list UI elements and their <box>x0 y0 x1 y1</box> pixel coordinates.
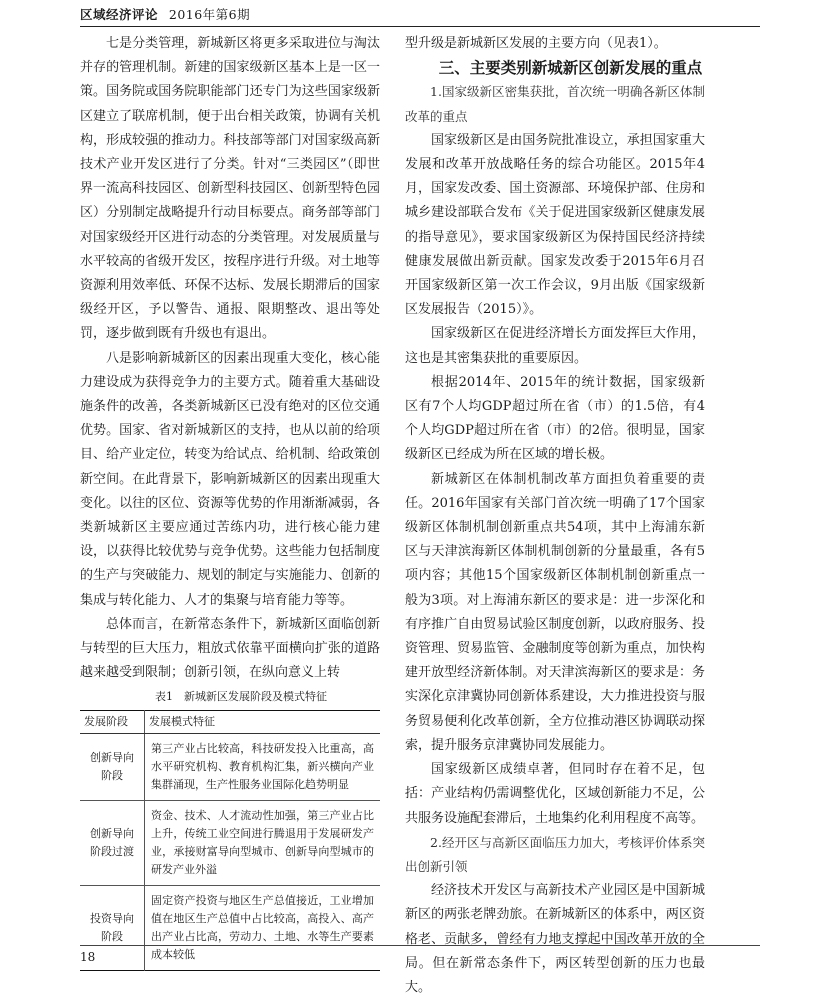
stage-cell: 投资导向阶段 <box>80 885 145 970</box>
header-rule <box>80 26 760 27</box>
left-column <box>80 32 380 971</box>
table-header-stage: 发展阶段 <box>80 710 145 733</box>
paragraph: 总体而言，在新常态条件下，新城新区面临创新与转型的巨大压力，粗放式依靠平面横向扩张的道路越来越受到限制；创新引领，在纵向意义上转 <box>80 616 380 681</box>
paragraph: 国家级新区在促进经济增长方面发挥巨大作用，这也是其密集获批的重要原因。 <box>405 326 705 366</box>
stage-cell: 创新导向阶段过渡 <box>80 800 145 885</box>
paragraph: 根据2014年、2015年的统计数据，国家级新区有7个人均GDP超过所在省（市）的1.5倍，有4个人均GDP超过所在省（市）的2倍。很明显，国家级新区已经成为所在区域的增长极。 <box>405 374 705 463</box>
subsection-heading: 1.国家级新区密集获批，首次统一明确各新区体制改革的重点 <box>405 84 705 124</box>
paragraph: 国家级新区成绩卓著，但同时存在着不足，包括：产业结构仍需调整优化，区域创新能力不足，公共服务设施配套滞后，土地集约化利用程度不高等。 <box>405 762 705 826</box>
running-header <box>80 5 250 23</box>
feature-cell: 第三产业占比较高，科技研发投入比重高，高水平研究机构、教育机构汇集，新兴横向产业集群涌现，生产性服务业国际化趋势明显 <box>145 733 381 800</box>
paragraph: 型升级是新城新区发展的主要方向（见表1）。 <box>405 36 667 51</box>
stage-cell: 创新导向阶段 <box>80 733 145 800</box>
section-title: 三、主要类别新城新区创新发展的重点 <box>438 58 703 78</box>
footer-rule <box>80 945 760 946</box>
feature-cell: 固定资产投资与地区生产总值接近，工业增加值在地区生产总值中占比较高，高投入、高产出产业占比高，劳动力、土地、水等生产要素成本较低 <box>145 885 381 970</box>
paragraph: 八是影响新城新区的因素出现重大变化，核心能力建设成为获得竞争力的主要方式。随着重大基础设施条件的改善，各类新城新区已没有绝对的区位交通优势。国家、省对新城新区的支持，也从以前的给项目、给产业定位，转变为给试点、给机制、给政策创新空间。在此背景下，影响新城新区的因素出现重大变化。以往的区位、资源等优势的作用渐渐减弱，各类新城新区主要应通过苦练内功，进行核心能力建设，以获得比较优势与竞争优势。这些能力包括制度的生产与突破能力、规划的制定与实施能力、创新的集成与转化能力、人才的集聚与培育能力等等。 <box>80 350 380 608</box>
table-header-feature: 发展模式特征 <box>145 710 381 733</box>
paragraph: 新城新区在体制机制改革方面担负着重要的责任。2016年国家有关部门首次统一明确了17个国家级新区体制机制创新重点共54项，其中上海浦东新区与天津滨海新区体制机制创新的分量最重，各有5项内容；其他15个国家级新区体制机制创新重点一般为3项。对上海浦东新区的要求是：进一步深化和有序推广自由贸易试验区制度创新，以政府服务、投资管理、贸易监管、金融制度等创新为重点，加快构建开放型经济新体制。对天津滨海新区的要求是：务实深化京津冀协同创新体系建设，大力推进投资与服务贸易便利化改革创新，全方位推动港区协调联动探索，提升服务京津冀协同发展能力。 <box>405 471 705 753</box>
paragraph: 经济技术开发区与高新技术产业园区是中国新城新区的两张老牌劲旅。在新城新区的体系中，两区资格老、贡献多，曾经有力地支撑起中国改革开放的全局。但在新常态条件下，两区转型创新的压力也最大。 <box>405 883 705 995</box>
feature-cell: 资金、技术、人才流动性加强，第三产业占比上升，传统工业空间进行腾退用于发展研发产业，承接财富导向型城市、创新导向型城市的研发产业外溢 <box>145 800 381 885</box>
paragraph: 七是分类管理，新城新区将更多采取进位与淘汰并存的管理机制。新建的国家级新区基本上是一区一策。国务院或国务院职能部门还专门为这些国家级新区建立了联席机制，便于出台相关政策，协调有关机构，形成较强的推动力。科技部等部门对国家级高新技术产业开发区进行了分类。针对“三类园区”（即世界一流高科技园区、创新型科技园区、创新型特色园区）分别制定战略提升行动目标要点。商务部等部门对国家级经开区进行动态的分类管理。对发展质量与水平较高的省级开发区，按程序进行升级。对土地等资源利用效率低、环保不达标、发展长期滞后的国家级经开区，予以警告、通报、限期整改、退出等处罚，逐步做到既有升级也有退出。 <box>80 36 380 342</box>
subsection-heading: 2.经开区与高新区面临压力加大，考核评价体系突出创新引领 <box>405 834 705 874</box>
right-column <box>405 32 705 1000</box>
table-row <box>80 800 380 885</box>
table-row <box>80 733 380 800</box>
paragraph: 国家级新区是由国务院批准设立，承担国家重大发展和改革开放战略任务的综合功能区。2015年4月，国家发改委、国土资源部、环境保护部、住房和城乡建设部联合发布《关于促进国家级新区健康发展的指导意见》，要求国家级新区为保持国民经济持续健康发展做出新贡献。国家发改委于2015年6月召开国家级新区第一次工作会议，9月出版《国家级新区发展报告（2015）》。 <box>405 132 705 318</box>
page-number: 18 <box>80 950 96 964</box>
stage-table <box>80 710 380 971</box>
table-row <box>80 885 380 970</box>
issue-label: 2016年第6期 <box>168 7 251 22</box>
journal-name: 区域经济评论 <box>80 7 159 22</box>
table-caption: 表1 新城新区发展阶段及模式特征 <box>155 690 327 704</box>
